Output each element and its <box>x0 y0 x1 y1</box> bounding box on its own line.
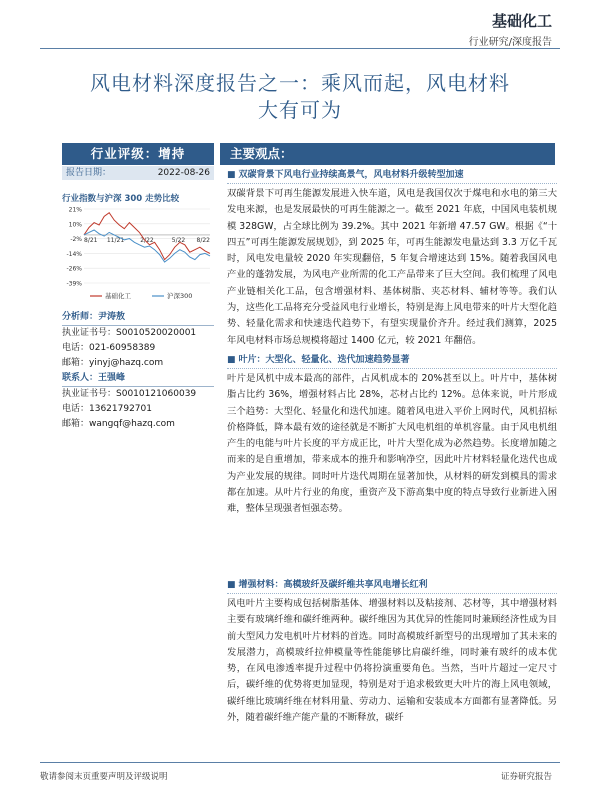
y-tick-label: 10% <box>68 221 82 229</box>
report-title <box>40 70 560 124</box>
viewpoint-title: ■ 叶片：大型化、轻量化、迭代加速趋势显著 <box>227 355 410 365</box>
analyst-name: 分析师：尹涛敖 <box>62 310 214 326</box>
industry-rating: 行业评级：增持 <box>62 143 214 165</box>
report-date-label: 报告日期： <box>66 168 112 178</box>
report-type: 证券研究报告 <box>500 772 552 782</box>
bullet-icon: ■ <box>227 580 236 590</box>
report-title-line2: 大有可为 <box>258 98 342 122</box>
x-tick-label: 5/22 <box>171 236 186 244</box>
bullet-icon: ■ <box>227 170 236 180</box>
section-divider <box>227 593 557 594</box>
main-viewpoints-heading: 主要观点： <box>220 143 555 165</box>
y-tick-label: -39% <box>66 280 82 288</box>
footer-divider <box>40 762 560 763</box>
disclaimer-note[interactable]: 敬请参阅末页重要声明及评级说明 <box>40 772 168 782</box>
x-tick-label: 8/22 <box>196 236 210 244</box>
y-tick-label: -14% <box>66 250 82 258</box>
chart-title: 行业指数与沪深 300 走势比较 <box>62 194 180 204</box>
industry-name: 基础化工 <box>491 12 552 30</box>
chart-svg <box>62 205 214 305</box>
index-comparison-chart <box>62 205 214 305</box>
viewpoint-body: 双碳背景下可再生能源发展进入快车道，风电是我国仅次于煤电和水电的第三大发电来源，也是发展最快的可再生能源之一。截至 2021 年底，中国风电装机规模 328GW，占全球比例为 39.2%。其中 2021 年新增 47.57 GW。根据《“十四五”可再生能源发展规划》，到 2025 年，可再生能源发电量达到 3.3 万亿千瓦时，风电发电量较 2020 年实现翻倍，5 年复合增速达到 15%。随着我国风电产业的蓬勃发展，为风电产业所需的化工产品带来了巨大空间。我们梳理了风电产业链相关化工品，包含增强材料、基体树脂、夹芯材料、辅材等等。我们认为，这些化工品将充分受益风电行业增长，特别是海上风电带来的叶片大型化趋势、轻量化需求和快速迭代趋势下，有望实现量价齐升。经过我们测算，2025 年风电材料市场总规模将超过 1400 亿元，较 2021 年翻倍。 <box>227 188 557 346</box>
contact-phone: 电话：13621792701 <box>62 404 152 414</box>
viewpoint-section-wind-industry <box>227 168 557 349</box>
analyst-phone: 电话：021-60958389 <box>62 343 156 353</box>
report-category: 行业研究/深度报告 <box>468 37 552 48</box>
viewpoint-section-reinforcement <box>227 578 557 726</box>
report-date-row <box>62 166 214 180</box>
section-divider <box>227 368 557 369</box>
viewpoint-body: 风电叶片主要构成包括树脂基体、增强材料以及粘接剂、芯材等，其中增强材料主要有玻璃纤维和碳纤维两种。碳纤维因为其优异的性能同时兼顾经济性成为目前大型风力发电机叶片材料的首选。同时高模玻纤新型号的出现增加了其未来的发展潜力，高模玻纤拉伸模量等性能能够比肩碳纤维，同时兼有玻纤的成本优势，在风电渗透率提升过程中仍将扮演重要角色。当然，当叶片超过一定尺寸后，碳纤维的优势将更加显现，特别是对于追求极致更大叶片的海上风电领域，碳纤维比玻璃纤维在材料用量、劳动力、运输和安装成本方面都有显著降低。另外，随着碳纤维产能产量的不断释放，碳纤 <box>227 598 557 724</box>
analyst-section <box>62 310 214 432</box>
section-divider <box>227 183 557 184</box>
report-title-line1: 风电材料深度报告之一：乘风而起，风电材料 <box>90 71 510 95</box>
viewpoint-section-blades <box>227 353 557 518</box>
legend-label: 沪深300 <box>167 292 193 300</box>
report-date-value: 2022-08-26 <box>157 168 210 178</box>
contact-name: 联系人：王强峰 <box>62 371 214 387</box>
analyst-email[interactable]: 邮箱：yinyj@hazq.com <box>62 358 164 368</box>
viewpoint-title: ■ 双碳背景下风电行业持续高景气，风电材料升级转型加速 <box>227 170 464 180</box>
x-tick-label: 2/22 <box>140 236 154 244</box>
viewpoint-title: ■ 增强材料：高模玻纤及碳纤维共享风电增长红利 <box>227 580 428 590</box>
x-tick-label: 11/21 <box>106 236 125 244</box>
y-tick-label: -26% <box>66 265 82 273</box>
y-tick-label: 21% <box>68 206 82 214</box>
analyst-license: 执业证书号：S0010520020001 <box>62 328 197 338</box>
legend-label: 基础化工 <box>105 292 131 300</box>
bullet-icon: ■ <box>227 355 236 365</box>
x-tick-label: 8/21 <box>84 236 98 244</box>
contact-license: 执业证书号：S0010121060039 <box>62 389 197 399</box>
contact-email[interactable]: 邮箱：wangqf@hazq.com <box>62 419 175 429</box>
header-divider <box>40 48 560 49</box>
viewpoint-body: 叶片是风机中成本最高的部件，占风机成本的 20%甚至以上。叶片中，基体树脂占比约 36%，增强材料占比 28%，芯材占比约 12%。总体来说，叶片形成三个趋势：大型化、轻量化和迭代加速。随着风电进入平价上网时代，风机招标价格降低，降本最有效的途径就是不断扩大风电机组的单机容量。由于风电机组产生的电能与叶片长度的平方成正比，叶片大型化成为必然趋势。长度增加随之而来的是自重增加，带来成本的推升和影响净空，因此叶片材料轻量化迭代也成为产业发展的规律。同时叶片迭代周期在显著加快，从材料的研发到模具的需求都在加速。从叶片行业的角度，重资产及下游高集中度的特点导致行业新进入困难，整体呈现强者恒强态势。 <box>227 373 557 515</box>
y-tick-label: -2% <box>70 236 82 244</box>
